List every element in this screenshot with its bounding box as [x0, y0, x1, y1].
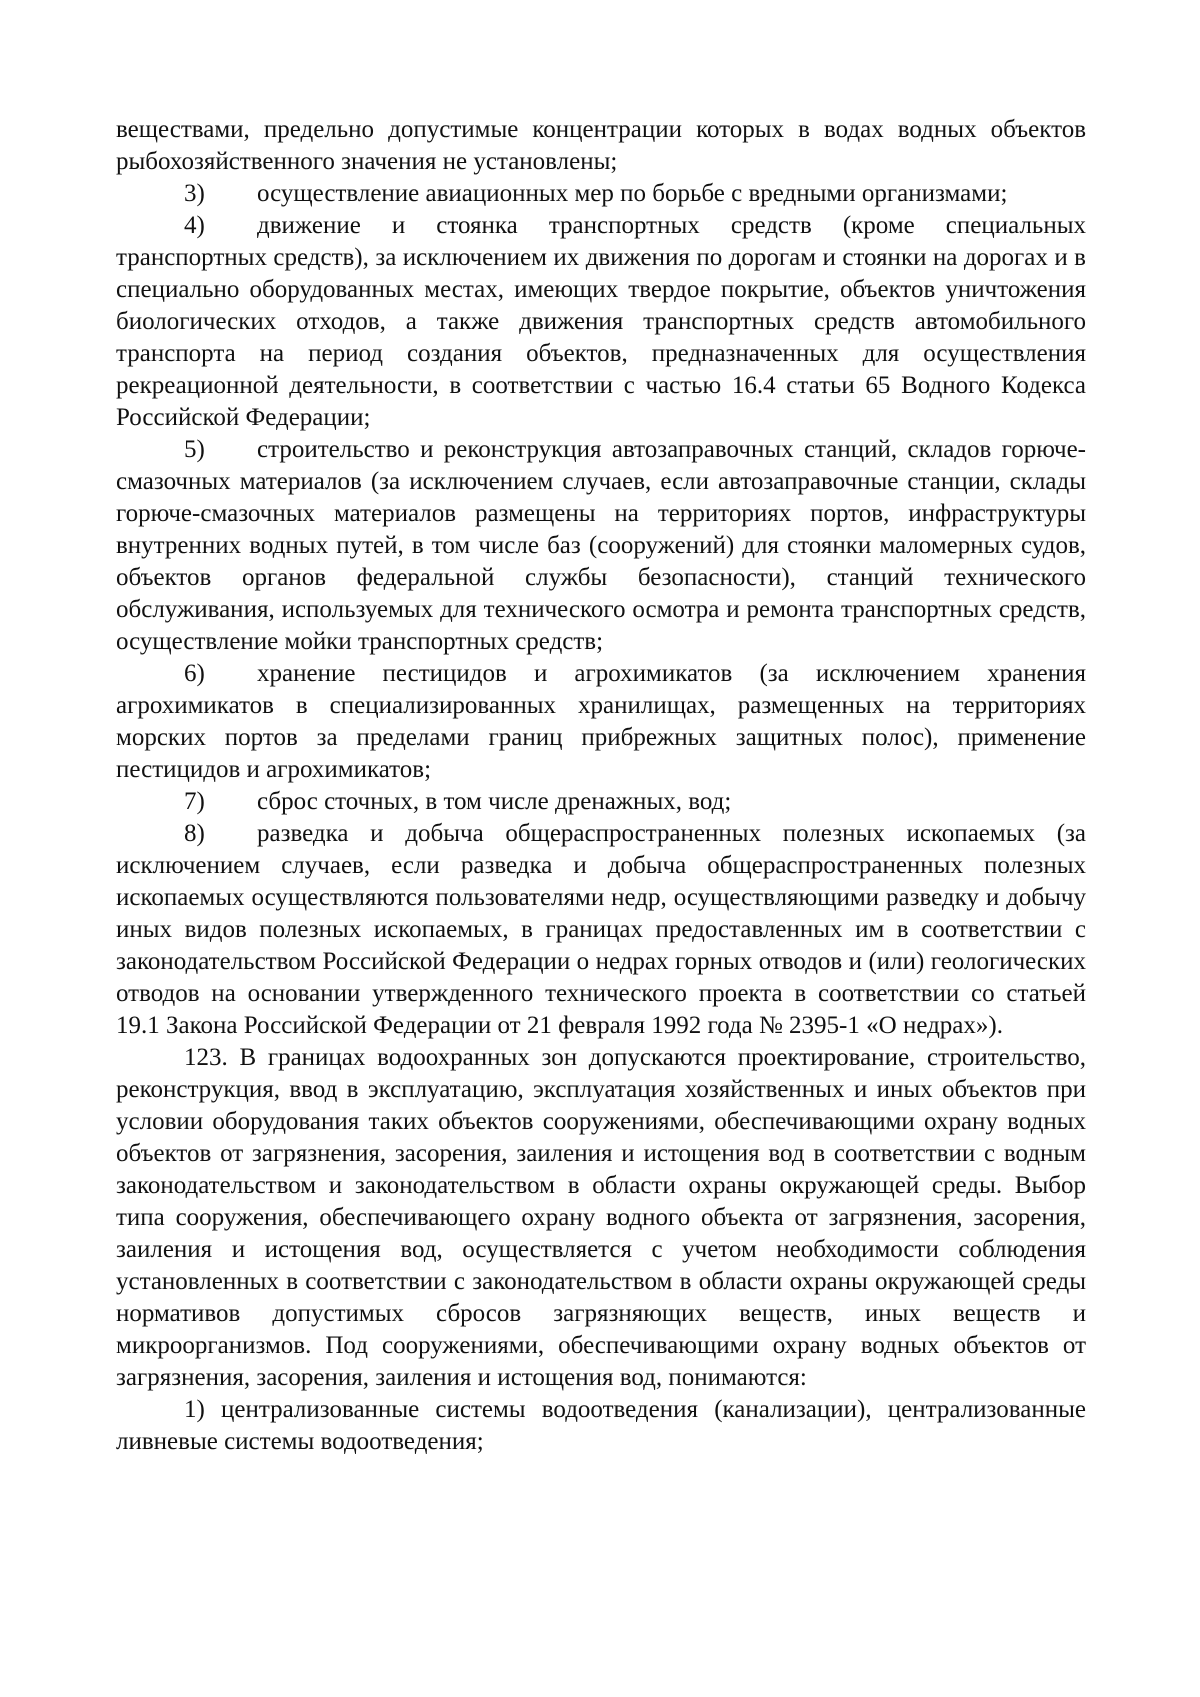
- list-item-text: строительство и реконструкция автозаправочных станций, складов горюче-смазочных материалов (за исключением случаев, если автозаправочные станции, склады горюче-смазочных материалов размещены на территориях портов, инфраструктуры внутренних водных путей, в том числе баз (сооружений) для стоянки маломерных судов, объектов органов федеральной службы безопасности), станций технического обслуживания, используемых для технического осмотра и ремонта транспортных средств, осуществление мойки транспортных средств;: [116, 436, 1086, 655]
- list-item-8: [116, 818, 1086, 1042]
- list-item-text: хранение пестицидов и агрохимикатов (за исключением хранения агрохимикатов в специализированных хранилищах, размещенных на территориях морских портов за пределами границ прибрежных защитных полос), применение пестицидов и агрохимикатов;: [116, 660, 1086, 783]
- list-item-text: сброс сточных, в том числе дренажных, вод;: [257, 788, 732, 815]
- list-number: 5): [184, 436, 205, 463]
- list-item-5: [116, 434, 1086, 658]
- list-item-text: движение и стоянка транспортных средств (кроме специальных транспортных средств), за исключением их движения по дорогам и стоянки на дорогах и в специально оборудованных местах, имеющих твердое покрытие, объектов уничтожения биологических отходов, а также движения транспортных средств автомобильного транспорта на период создания объектов, предназначенных для осуществления рекреационной деятельности, в соответствии с частью 16.4 статьи 65 Водного Кодекса Российской Федерации;: [116, 212, 1086, 431]
- list-item-7: [116, 786, 1086, 818]
- list-number: 6): [184, 660, 205, 687]
- list-number: 7): [184, 788, 205, 815]
- list-item-4: [116, 210, 1086, 434]
- list-item-text: осуществление авиационных мер по борьбе с вредными организмами;: [257, 180, 1008, 207]
- paragraph-123-item-1: 1) централизованные системы водоотведения (канализации), централизованные ливневые системы водоотведения;: [116, 1396, 1086, 1455]
- document-page: [116, 114, 1086, 1458]
- list-number: 3): [184, 180, 205, 207]
- paragraph-123: 123. В границах водоохранных зон допускаются проектирование, строительство, реконструкция, ввод в эксплуатацию, эксплуатация хозяйственных и иных объектов при условии оборудования таких объектов сооружениями, обеспечивающими охрану водных объектов от загрязнения, засорения, заиления и истощения вод в соответствии с водным законодательством и законодательством в области охраны окружающей среды. Выбор типа сооружения, обеспечивающего охрану водного объекта от загрязнения, засорения, заиления и истощения вод, осуществляется с учетом необходимости соблюдения установленных в соответствии с законодательством в области охраны окружающей среды нормативов допустимых сбросов загрязняющих веществ, иных веществ и микроорганизмов. Под сооружениями, обеспечивающими охрану водных объектов от загрязнения, засорения, заиления и истощения вод, понимаются:: [116, 1044, 1086, 1391]
- list-item-text: разведка и добыча общераспространенных полезных ископаемых (за исключением случаев, если разведка и добыча общераспространенных полезных ископаемых осуществляются пользователями недр, осуществляющими разведку и добычу иных видов полезных ископаемых, в границах предоставленных им в соответствии с законодательством Российской Федерации о недрах горных отводов и (или) геологических отводов на основании утвержденного технического проекта в соответствии со статьей 19.1 Закона Российской Федерации от 21 февраля 1992 года № 2395-1 «О недрах»).: [116, 820, 1086, 1039]
- paragraph-continuation: веществами, предельно допустимые концентрации которых в водах водных объектов рыбохозяйственного значения не установлены;: [116, 116, 1086, 175]
- list-number: 4): [184, 212, 205, 239]
- list-number: 8): [184, 820, 205, 847]
- list-item-3: [116, 178, 1086, 210]
- list-item-6: [116, 658, 1086, 786]
